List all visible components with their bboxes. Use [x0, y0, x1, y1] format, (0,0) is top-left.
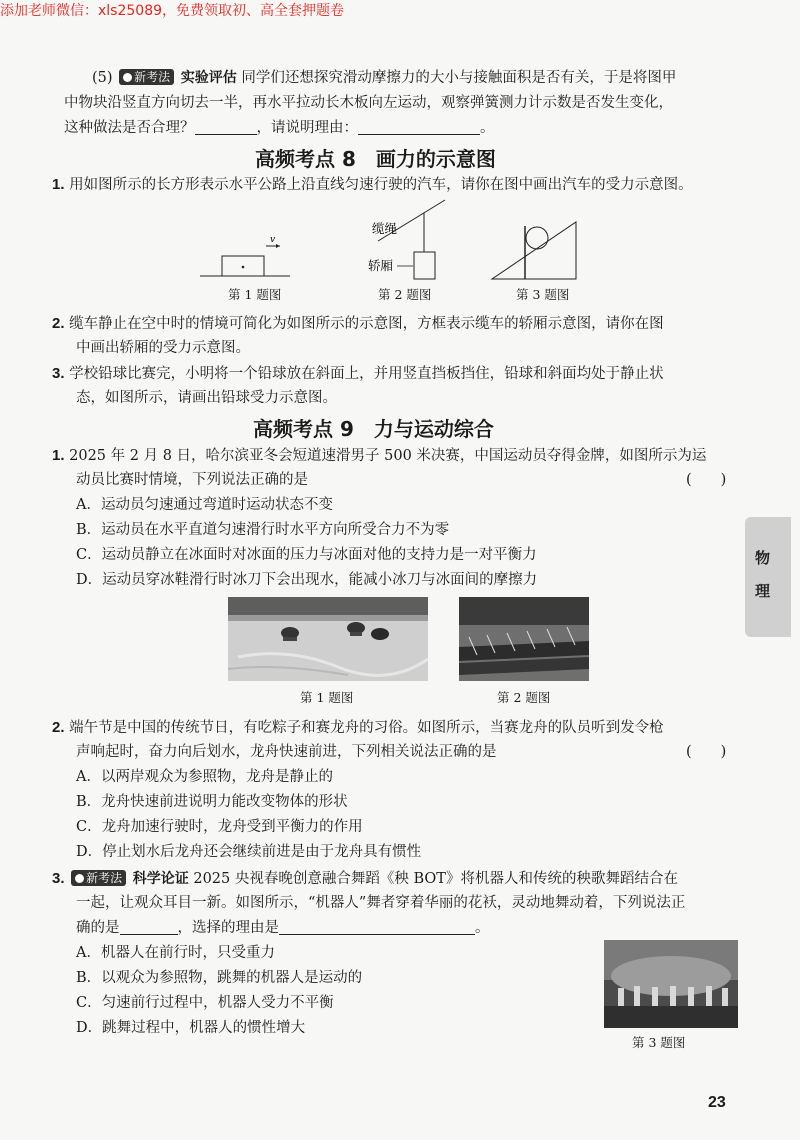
figure-caption: 第 1 题图	[300, 690, 354, 705]
option-b: B．运动员在水平直道匀速滑行时水平方向所受合力不为零	[76, 522, 450, 538]
option-a: A．运动员匀速通过弯道时运动状态不变	[76, 497, 333, 513]
answer-paren[interactable]: ( )	[686, 744, 727, 760]
option-d: D．运动员穿冰鞋滑行时冰刀下会出现水，能减小冰刀与冰面间的摩擦力	[76, 572, 538, 588]
cabin-label: 轿厢	[368, 258, 394, 273]
figure-caption: 第 2 题图	[497, 690, 551, 705]
question-number: 3.	[52, 870, 65, 887]
option-a: A．以两岸观众为参照物，龙舟是静止的	[76, 769, 333, 785]
answer-blank[interactable]	[358, 120, 480, 135]
q5-text-1: 同学们还想探究滑动摩擦力的大小与接触面积是否有关，于是将图甲	[241, 70, 677, 86]
badge-dot-icon	[123, 73, 132, 82]
option-d: D．停止划水后龙舟还会继续前进是由于龙舟具有惯性	[76, 844, 422, 860]
page-number: 23	[708, 1094, 726, 1111]
option-a: A．机器人在前行时，只受重力	[76, 945, 275, 961]
rope-label: 缆绳	[372, 221, 398, 236]
question-number: 3.	[52, 365, 65, 382]
q5-line1	[92, 66, 676, 91]
section8-figures	[180, 196, 610, 286]
q3-tag: 科学论证	[132, 871, 189, 887]
question-number: 1.	[52, 447, 65, 464]
figure-caption: 第 1 题图	[228, 287, 282, 302]
figure-caption: 第 2 题图	[378, 287, 432, 302]
s9-q2-line1: 2. 端午节是中国的传统节日，有吃粽子和赛龙舟的习俗。如图所示，当赛龙舟的队员听到发令枪	[52, 719, 664, 736]
section-title-9: 高频考点 9 力与运动综合	[253, 417, 494, 441]
robot-dance-photo	[604, 940, 738, 1028]
s9-q3-line1: 3. 新考法 科学论证 2025 央视春晚创意融合舞蹈《秧 BOT》将机器人和传统的秧歌舞蹈结合在	[52, 870, 678, 887]
question-number: 2.	[52, 315, 65, 332]
figure-ball-slope	[492, 222, 576, 279]
velocity-label: v	[270, 235, 276, 245]
s9-q3-line3: 确的是 ，选择的理由是 。	[76, 920, 490, 936]
option-c: C．运动员静立在冰面时对冰面的压力与冰面对他的支持力是一对平衡力	[76, 547, 537, 563]
new-method-badge: 新考法	[71, 870, 126, 886]
question-number: 2.	[52, 719, 65, 736]
option-c: C．匀速前行过程中，机器人受力不平衡	[76, 995, 334, 1011]
q5-line2: 中物块沿竖直方向切去一半，再水平拉动长木板向左运动，观察弹簧测力计示数是否发生变化，	[64, 95, 673, 111]
question-number: 1.	[52, 176, 65, 193]
s8-q2-line2: 中画出轿厢的受力示意图。	[76, 340, 250, 356]
subject-side-tab	[745, 517, 791, 637]
answer-blank[interactable]	[195, 120, 257, 135]
s9-q1-line2: 动员比赛时情境，下列说法正确的是	[76, 472, 308, 488]
answer-blank[interactable]	[120, 920, 178, 935]
s9-q2-line2: 声响起时，奋力向后划水，龙舟快速前进，下列相关说法正确的是	[76, 744, 497, 760]
s8-q1: 1. 用如图所示的长方形表示水平公路上沿直线匀速行驶的汽车，请你在图中画出汽车的受力示意图。	[52, 176, 693, 193]
s8-q3-line2: 态，如图所示，请画出铅球受力示意图。	[76, 390, 337, 406]
new-method-badge: 新考法	[119, 69, 174, 85]
dragon-boat-photo	[459, 597, 589, 681]
figure-caption: 第 3 题图	[516, 287, 570, 302]
figure-car	[200, 235, 290, 276]
option-d: D．跳舞过程中，机器人的惯性增大	[76, 1020, 306, 1036]
section-title-8: 高频考点 8 画力的示意图	[255, 147, 496, 171]
figure-cable-car	[368, 200, 445, 279]
s9-q3-line2: 一起，让观众耳目一新。如图所示，“机器人”舞者穿着华丽的花袄，灵动地舞动着，下列说法正	[76, 895, 686, 911]
badge-dot-icon	[75, 874, 84, 883]
s8-q3-line1: 3. 学校铅球比赛完，小明将一个铅球放在斜面上，并用竖直挡板挡住，铅球和斜面均处于静止状	[52, 365, 664, 382]
tab-char-2: 理	[755, 582, 771, 600]
s9-q1-line1: 1. 2025 年 2 月 8 日，哈尔滨亚冬会短道速滑男子 500 米决赛，中国运动员夺得金牌，如图所示为运	[52, 447, 707, 464]
speed-skating-photo	[228, 597, 428, 681]
tab-char-1: 物	[755, 549, 771, 567]
option-c: C．龙舟加速行驶时，龙舟受到平衡力的作用	[76, 819, 363, 835]
q5-number: (5)	[92, 70, 113, 86]
s8-q2-line1: 2. 缆车静止在空中时的情境可简化为如图所示的示意图，方框表示缆车的轿厢示意图，请你在图	[52, 315, 664, 332]
option-b: B．龙舟快速前进说明力能改变物体的形状	[76, 794, 348, 810]
watermark-text: 添加老师微信：xls25089，免费领取初、高全套押题卷	[0, 3, 345, 19]
q5-line3: 这种做法是否合理？ ，请说明理由： 。	[64, 120, 495, 136]
answer-blank[interactable]	[279, 920, 475, 935]
answer-paren[interactable]: ( )	[686, 472, 727, 488]
option-b: B．以观众为参照物，跳舞的机器人是运动的	[76, 970, 363, 986]
figure-caption: 第 3 题图	[632, 1035, 686, 1050]
q5-tag: 实验评估	[180, 70, 237, 86]
